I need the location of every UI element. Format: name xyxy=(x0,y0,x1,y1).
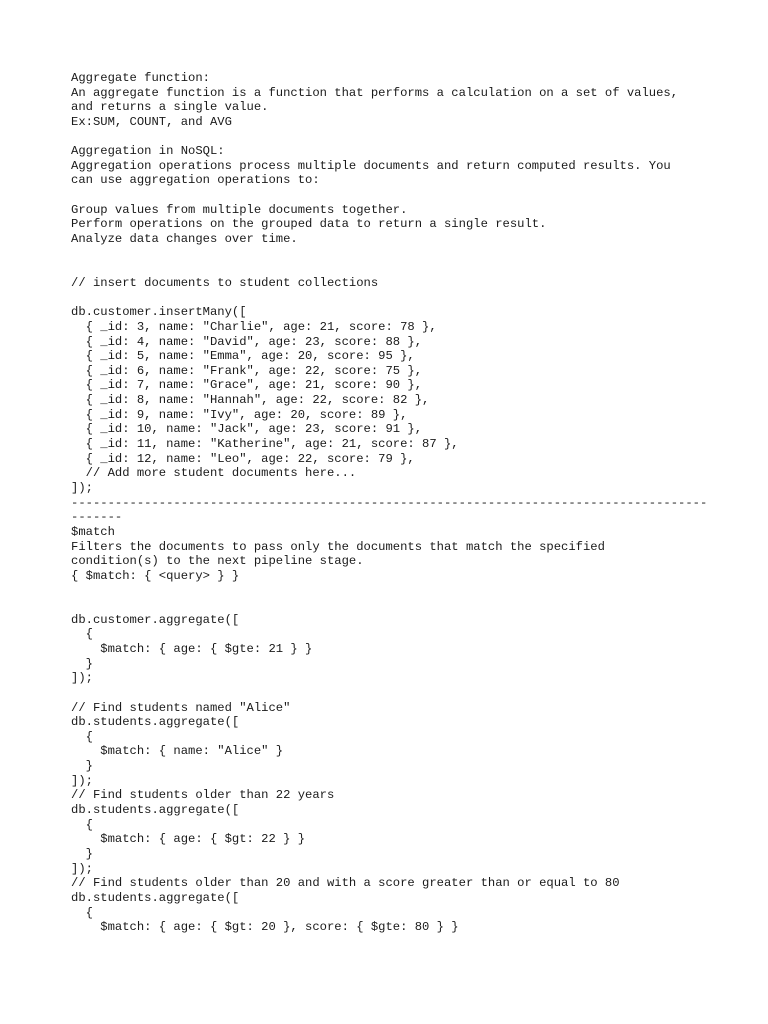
document-line: { _id: 12, name: "Leo", age: 22, score: 79 }, xyxy=(71,451,415,466)
document-line: { _id: 10, name: "Jack", age: 23, score: 91 }, xyxy=(71,422,423,437)
document-line: condition(s) to the next pipeline stage. xyxy=(71,554,364,569)
document-line: $match: { age: { $gt: 22 } } xyxy=(71,832,306,847)
document-line xyxy=(71,598,711,613)
document-line: { _id: 5, name: "Emma", age: 20, score: 95 }, xyxy=(71,349,415,364)
document-line xyxy=(71,291,711,306)
document-line xyxy=(71,261,711,276)
document-line: $match: { age: { $gte: 21 } } xyxy=(71,641,313,656)
document-line: and returns a single value. xyxy=(71,100,269,115)
document-line: ------- xyxy=(71,510,123,525)
document-line: { _id: 8, name: "Hannah", age: 22, score: 82 }, xyxy=(71,393,430,408)
document-line: { xyxy=(71,905,93,920)
document-line: { _id: 9, name: "Ivy", age: 20, score: 89 }, xyxy=(71,407,408,422)
document-line xyxy=(71,130,711,145)
document-line: Group values from multiple documents together. xyxy=(71,202,408,217)
document-line: // insert documents to student collections xyxy=(71,275,379,290)
document-line: { xyxy=(71,627,93,642)
document-line: db.students.aggregate([ xyxy=(71,890,240,905)
document-line: db.customer.insertMany([ xyxy=(71,305,247,320)
document-line: db.students.aggregate([ xyxy=(71,803,240,818)
document-line: Aggregate function: xyxy=(71,71,210,85)
document-line: // Find students older than 22 years xyxy=(71,788,335,803)
document-line: // Add more student documents here... xyxy=(71,466,357,481)
document-line: Perform operations on the grouped data to return a single result. xyxy=(71,217,547,232)
document-line: { xyxy=(71,817,93,832)
document-line: { _id: 3, name: "Charlie", age: 21, score: 78 }, xyxy=(71,319,437,334)
document-line: Filters the documents to pass only the documents that match the specified xyxy=(71,539,605,554)
document-line: can use aggregation operations to: xyxy=(71,173,320,188)
document-line: { $match: { <query> } } xyxy=(71,568,240,583)
document-line xyxy=(71,686,711,701)
document-line xyxy=(71,247,711,262)
document-line: Analyze data changes over time. xyxy=(71,232,298,247)
document-line: ]); xyxy=(71,861,93,876)
document-line: $match: { name: "Alice" } xyxy=(71,744,284,759)
document-line: { _id: 7, name: "Grace", age: 21, score: 90 }, xyxy=(71,378,423,393)
document-line: { xyxy=(71,729,93,744)
document-line xyxy=(71,583,711,598)
document-line: } xyxy=(71,846,93,861)
document-line: Aggregation in NoSQL: xyxy=(71,144,225,159)
document-line: db.students.aggregate([ xyxy=(71,715,240,730)
document-line: ]); xyxy=(71,671,93,686)
document-line: An aggregate function is a function that performs a calculation on a set of values, xyxy=(71,85,679,100)
document-line xyxy=(71,188,711,203)
document-line: $match xyxy=(71,524,115,539)
document-line: // Find students named "Alice" xyxy=(71,700,291,715)
document-line: Aggregation operations process multiple documents and return computed results. You xyxy=(71,158,671,173)
document-line: ]); xyxy=(71,773,93,788)
document-line: ]); xyxy=(71,480,93,495)
document-line: Ex:SUM, COUNT, and AVG xyxy=(71,114,232,129)
document-page xyxy=(71,71,711,935)
document-line: --------------------------------------------------------------------------------------- xyxy=(71,495,708,510)
document-line: db.customer.aggregate([ xyxy=(71,612,240,627)
document-line: { _id: 6, name: "Frank", age: 22, score: 75 }, xyxy=(71,363,423,378)
document-line: } xyxy=(71,656,93,671)
document-line: } xyxy=(71,759,93,774)
document-line: // Find students older than 20 and with a score greater than or equal to 80 xyxy=(71,876,620,891)
document-line: $match: { age: { $gt: 20 }, score: { $gte: 80 } } xyxy=(71,920,459,935)
document-line: { _id: 4, name: "David", age: 23, score: 88 }, xyxy=(71,334,423,349)
document-line: { _id: 11, name: "Katherine", age: 21, score: 87 }, xyxy=(71,437,459,452)
